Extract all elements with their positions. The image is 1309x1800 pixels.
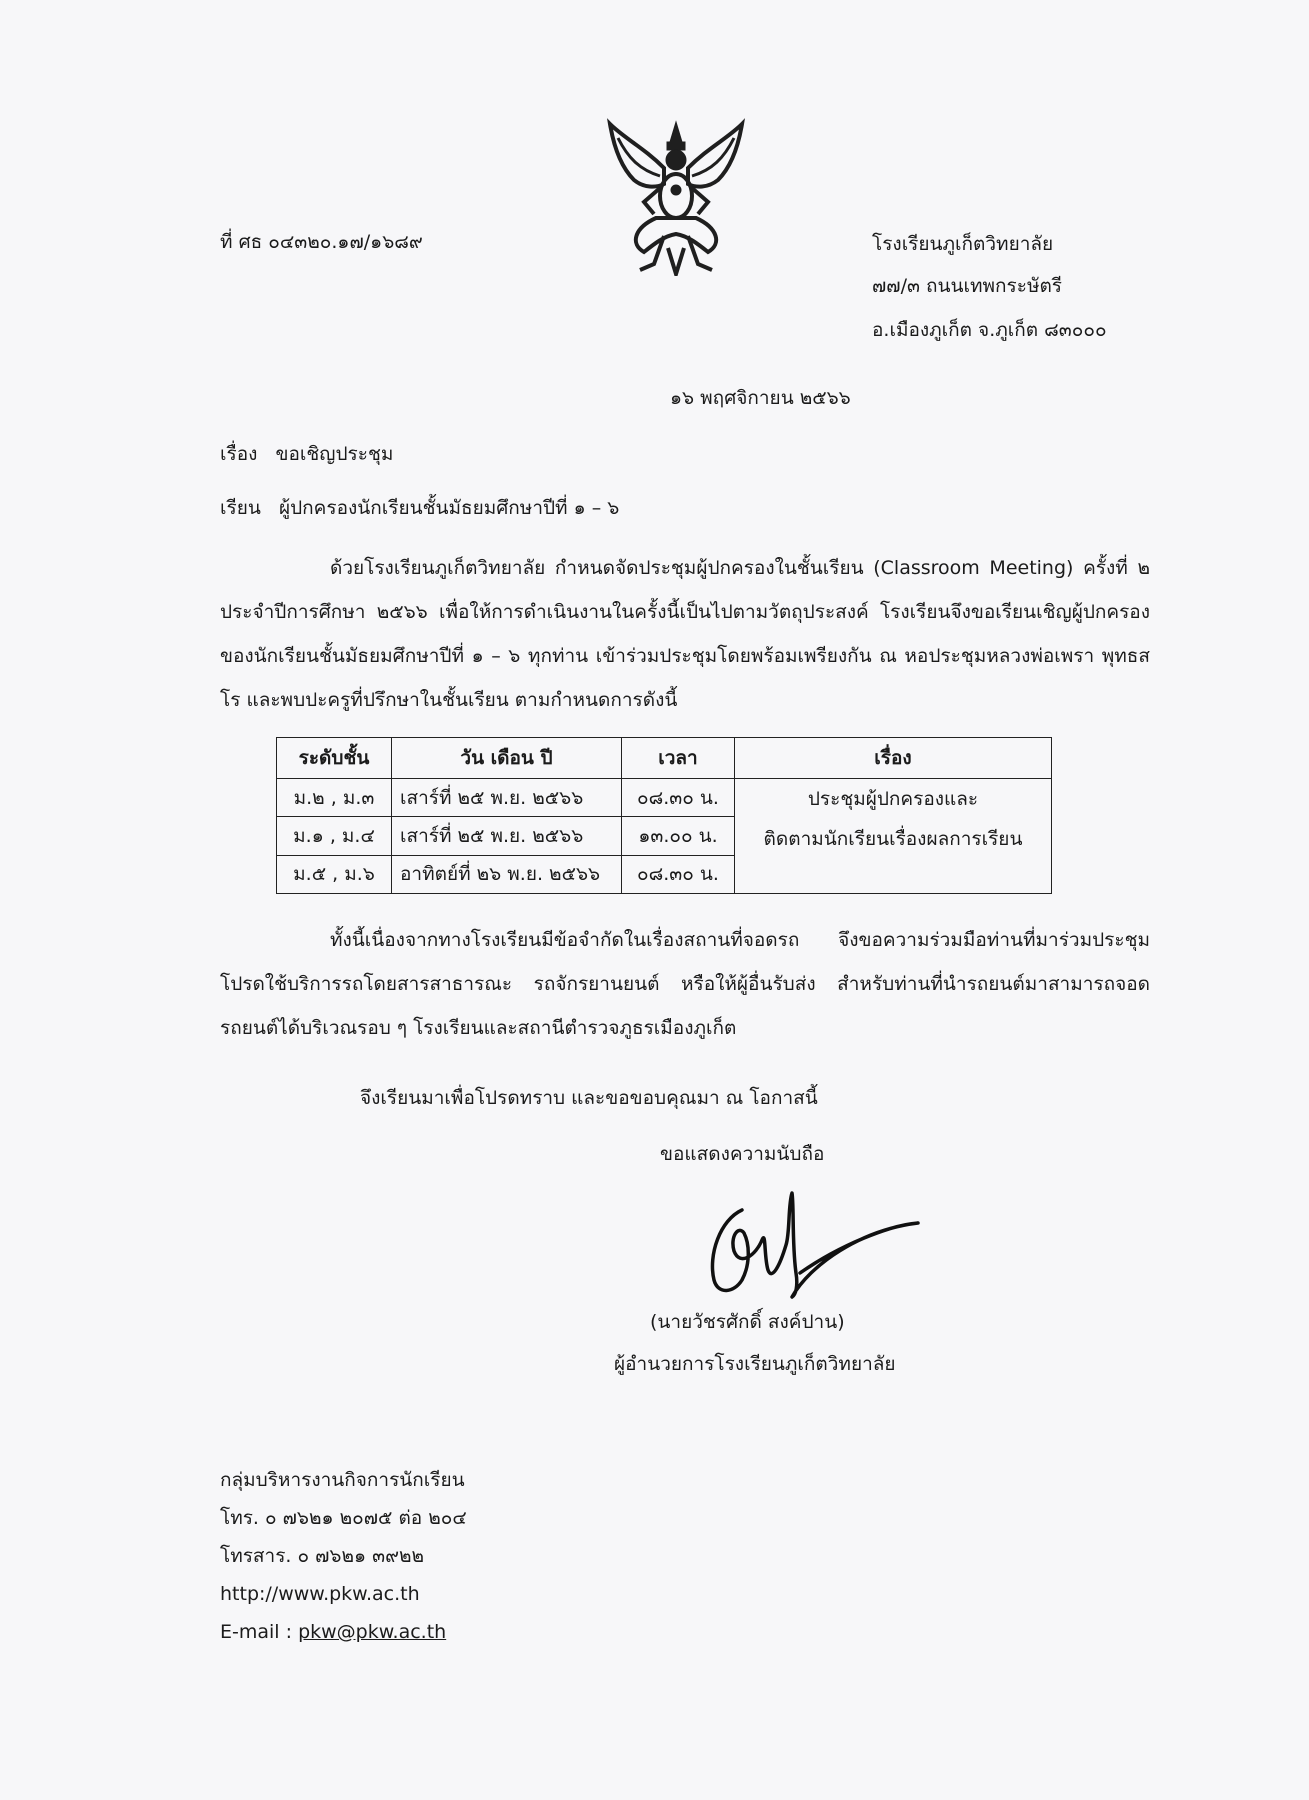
letter-date: ๑๖ พฤศจิกายน ๒๕๖๖ [670,387,851,409]
table-header-row [277,738,1052,779]
document-number: ที่ ศธ ๐๔๓๒๐.๑๗/๑๖๘๙ [220,231,423,253]
email-label: E-mail : [220,1621,299,1643]
regards-line: ขอแสดงความนับถือ [660,1143,825,1165]
signatory-position: ผู้อำนวยการโรงเรียนภูเก็ตวิทยาลัย [614,1353,896,1375]
garuda-emblem-icon [604,118,748,276]
signature-icon [700,1185,922,1300]
school-address-line1: ๗๗/๓ ถนนเทพกระษัตรี [872,275,1063,297]
subject-line [220,440,393,468]
cell-time: ๐๘.๓๐ น. [622,855,735,893]
contact-phone: โทร. ๐ ๗๖๒๑ ๒๐๗๕ ต่อ ๒๐๔ [220,1507,467,1529]
school-address-line2: อ.เมืองภูเก็ต จ.ภูเก็ต ๘๓๐๐๐ [872,319,1107,341]
recipient-text: ผู้ปกครองนักเรียนชั้นมัธยมศึกษาปีที่ ๑ – ๖ [278,497,620,519]
contact-department: กลุ่มบริหารงานกิจการนักเรียน [220,1469,465,1491]
topic-line1: ประชุมผู้ปกครองและ [807,788,979,810]
cell-date: เสาร์ที่ ๒๕ พ.ย. ๒๕๖๖ [392,779,622,817]
invitation-paragraph: ด้วยโรงเรียนภูเก็ตวิทยาลัย กำหนดจัดประชุมผู้ปกครองในชั้นเรียน (Classroom Meeting) ครั้งที่ ๒ ประจำปีการศึกษา ๒๕๖๖ เพื่อให้การดำเนินงานในครั้งนี้เป็นไปตามวัตถุประสงค์ โรงเรียนจึงขอเรียนเชิญผู้ปกครองของนักเรียนชั้นมัธยมศึกษาปีที่ ๑ – ๖ ทุกท่าน เข้าร่วมประชุมโดยพร้อมเพรียงกัน ณ หอประชุมหลวงพ่อเพรา พุทธสโร และพบปะครูที่ปรึกษาในชั้นเรียน ตามกำหนดการดังนี้ [220,557,1150,711]
column-header-date: วัน เดือน ปี [392,738,622,779]
contact-fax: โทรสาร. ๐ ๗๖๒๑ ๓๙๒๒ [220,1545,425,1567]
recipient-line [220,494,619,522]
cell-level: ม.๕ , ม.๖ [277,855,392,893]
topic-line2: ติดตามนักเรียนเรื่องผลการเรียน [763,828,1023,850]
contact-email-line [220,1618,446,1646]
cell-date: อาทิตย์ที่ ๒๖ พ.ย. ๒๕๖๖ [392,855,622,893]
parking-paragraph: ทั้งนี้เนื่องจากทางโรงเรียนมีข้อจำกัดในเรื่องสถานที่จอดรถ จึงขอความร่วมมือท่านที่มาร่วมประชุม โปรดใช้บริการรถโดยสารสาธารณะ รถจักรยานยนต์ หรือให้ผู้อื่นรับส่ง สำหรับท่านที่นำรถยนต์มาสามารถจอดรถยนต์ได้บริเวณรอบ ๆ โรงเรียนและสถานีตำรวจภูธรเมืองภูเก็ต [220,929,1150,1039]
school-name: โรงเรียนภูเก็ตวิทยาลัย [872,233,1054,255]
cell-time: ๑๓.๐๐ น. [622,817,735,855]
column-header-topic: เรื่อง [735,738,1052,779]
recipient-label: เรียน [220,497,261,519]
cell-time: ๐๘.๓๐ น. [622,779,735,817]
email-link[interactable]: pkw@pkw.ac.th [298,1621,447,1643]
cell-date: เสาร์ที่ ๒๕ พ.ย. ๒๕๖๖ [392,817,622,855]
contact-website[interactable]: http://www.pkw.ac.th [220,1583,420,1605]
subject-text: ขอเชิญประชุม [275,443,394,465]
subject-label: เรื่อง [220,443,258,465]
cell-level: ม.๑ , ม.๔ [277,817,392,855]
meeting-schedule-table [276,737,1052,894]
cell-level: ม.๒ , ม.๓ [277,779,392,817]
cell-topic [735,779,1052,894]
column-header-time: เวลา [622,738,735,779]
closing-line: จึงเรียนมาเพื่อโปรดทราบ และขอขอบคุณมา ณ โอกาสนี้ [360,1087,818,1109]
column-header-level: ระดับชั้น [277,738,392,779]
signatory-name: (นายวัชรศักดิ์ สงค์ปาน) [650,1311,845,1333]
table-row [277,779,1052,817]
